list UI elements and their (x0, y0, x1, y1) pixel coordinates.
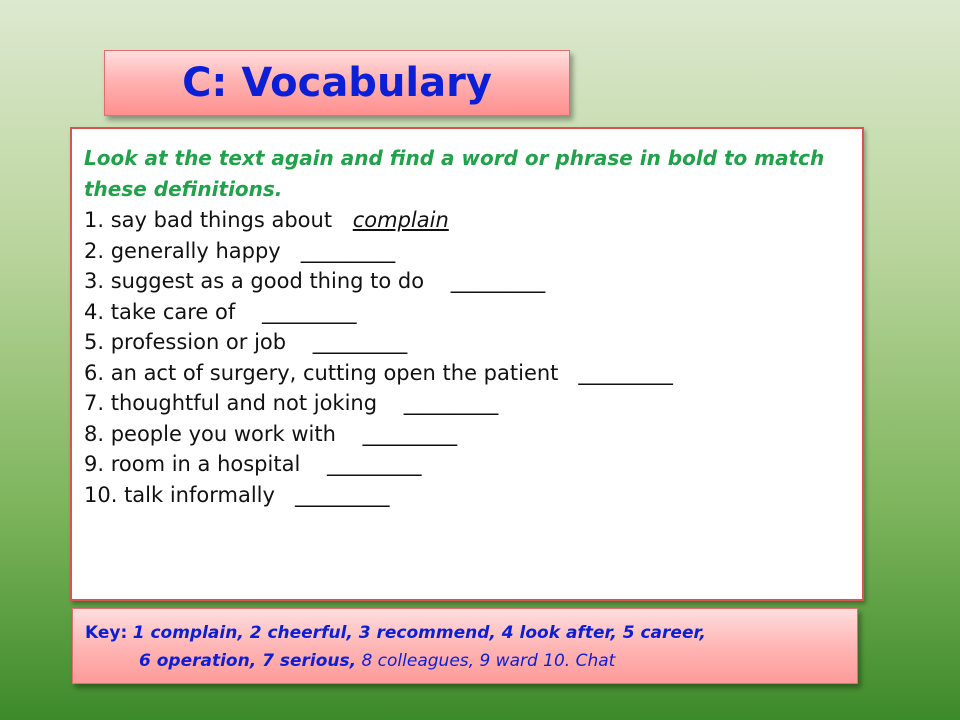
definition-item-5: 5. profession or job _________ (84, 330, 408, 354)
title-box (104, 50, 570, 116)
answer-example: complain (352, 208, 449, 232)
answer-key-box (72, 608, 858, 684)
exercise-box (70, 127, 864, 601)
key-answers-2-rest: 8 colleagues, 9 ward 10. Chat (356, 651, 616, 671)
definition-item-10: 10. talk informally _________ (84, 482, 390, 507)
definition-item-3: 3. suggest as a good thing to do _________ (84, 269, 546, 293)
definition-item-9: 9. room in a hospital _________ (84, 452, 422, 476)
key-line-1 (85, 619, 847, 647)
definition-item-1: 1. say bad things about complain (84, 208, 449, 232)
definition-item-7: 7. thoughtful and not joking _________ (84, 391, 499, 415)
definition-item-2: 2. generally happy _________ (84, 238, 396, 263)
definition-item-6: 6. an act of surgery, cutting open the patient _________ (84, 360, 673, 385)
definition-item-4: 4. take care of _________ (84, 299, 357, 324)
definition-item-8: 8. people you work with _________ (84, 421, 458, 446)
key-line-2 (85, 647, 847, 675)
key-answers-2-bold: 6 operation, 7 serious, (139, 651, 357, 671)
slide-title: C: Vocabulary (182, 60, 492, 106)
key-answers-1: 1 complain, 2 cheerful, 3 recommend, 4 look after, 5 career, (132, 623, 706, 643)
instruction-text: Look at the text again and find a word or phrase in bold to match these definitions. (84, 146, 825, 201)
key-label: Key: (85, 623, 128, 643)
